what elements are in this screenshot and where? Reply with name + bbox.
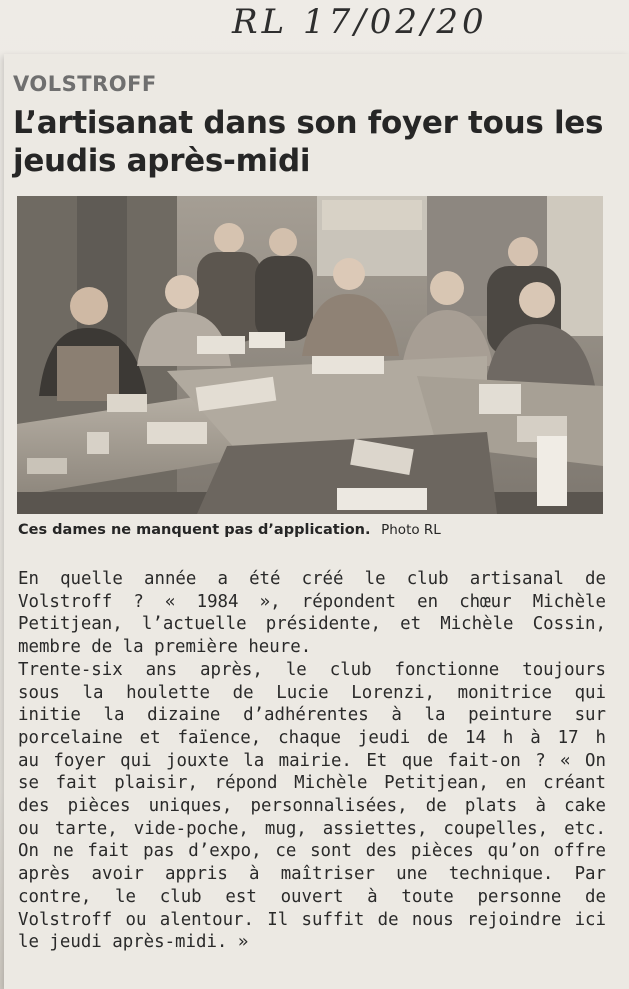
article-line: En quelle année a été créé le club artisanal de: [18, 569, 606, 589]
article-headline: L’artisanat dans son foyer tous les jeudis après-midi: [13, 105, 604, 179]
article-line: des pièces uniques, personnalisées, de plats à cake: [18, 796, 606, 817]
caption-text: Ces dames ne manquent pas d’application.: [18, 522, 371, 538]
photo-caption: [18, 522, 608, 538]
article-line: On ne fait pas d’expo, ce sont des pièces qu’on offre: [18, 841, 606, 862]
article-photo: [17, 196, 603, 514]
article-line: initie la dizaine d’adhérentes à la peinture sur: [18, 705, 606, 726]
article-line: le jeudi après-midi. »: [18, 932, 249, 953]
article-line: Petitjean, l’actuelle présidente, et Michèle Cossin,: [18, 614, 606, 635]
article-line: Volstroff ou alentour. Il suffit de nous rejoindre ici: [18, 909, 606, 930]
article-line: sous la houlette de Lucie Lorenzi, monitrice qui: [18, 682, 606, 703]
handwritten-date-note: RL 17/02/20: [232, 2, 488, 42]
photo-illustration: [17, 196, 603, 514]
article-line: au foyer qui jouxte la mairie. Et que fait-on ? « On: [18, 750, 606, 771]
article-line: Volstroff ? « 1984 », répondent en chœur Michèle: [18, 591, 606, 612]
section-label: VOLSTROFF: [13, 72, 157, 96]
article-body: [18, 568, 606, 954]
article-line: contre, le club est ouvert à toute personne de: [18, 886, 606, 907]
article-line: se fait plaisir, répond Michèle Petitjean, en créant: [18, 773, 606, 794]
photo-credit: Photo RL: [381, 522, 441, 538]
article-line: membre de la première heure.: [18, 637, 312, 658]
article-line: Trente-six ans après, le club fonctionne toujours: [18, 659, 606, 680]
article-line: après avoir appris à maîtriser une technique. Par: [18, 864, 606, 885]
article-line: ou tarte, vide-poche, mug, assiettes, coupelles, etc.: [18, 818, 606, 839]
article-line: porcelaine et faïence, chaque jeudi de 14 h à 17 h: [18, 727, 606, 748]
